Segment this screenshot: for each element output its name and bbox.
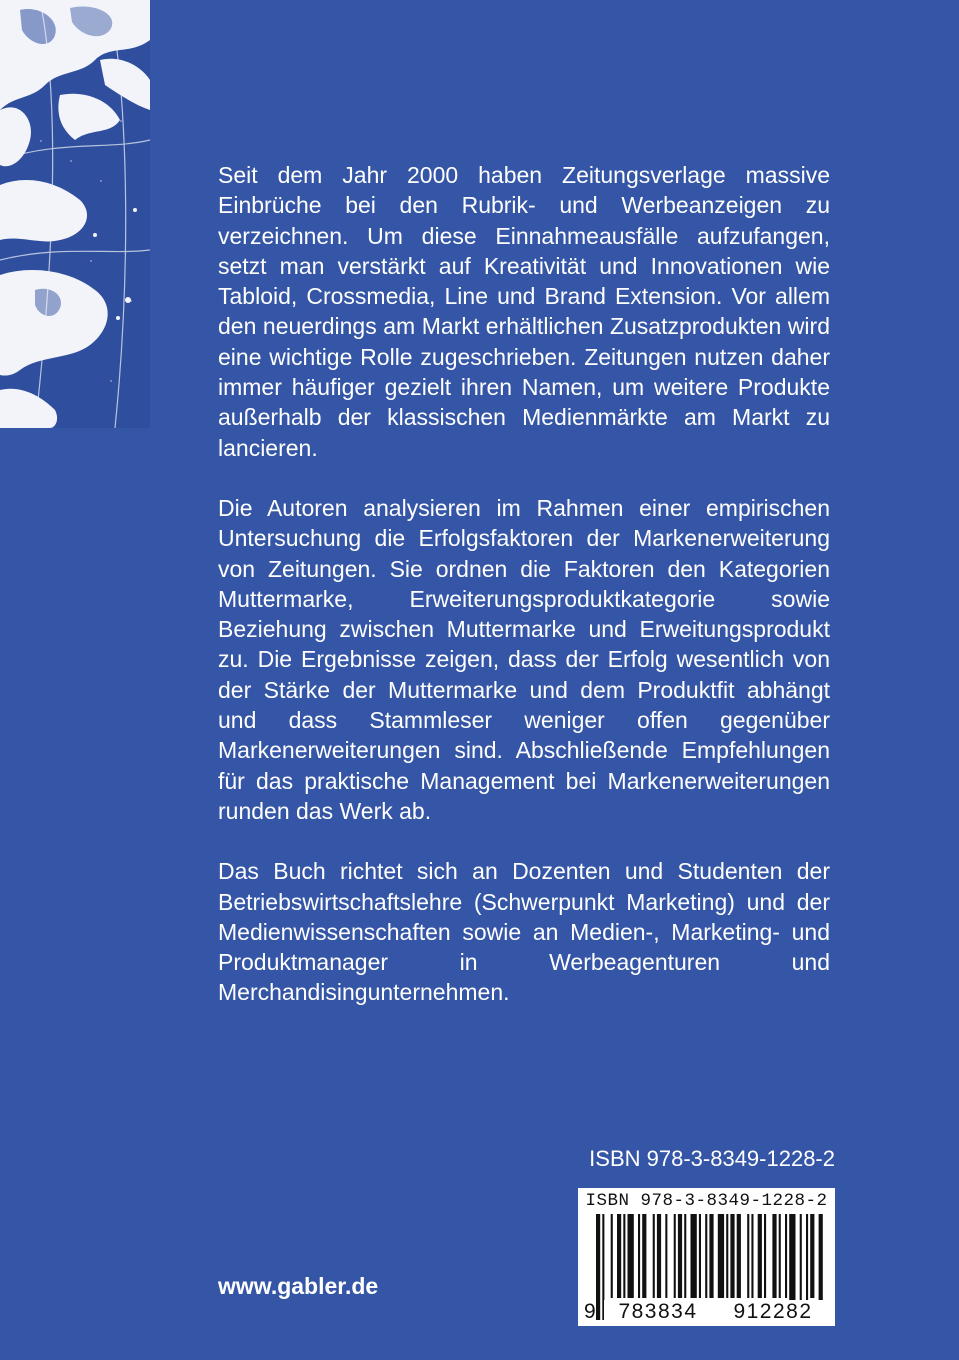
barcode-group-1: 783834 [604, 1300, 712, 1324]
barcode-bar [785, 1214, 787, 1298]
barcode-bar [747, 1214, 749, 1298]
book-description [218, 160, 830, 1008]
barcode-bar [772, 1214, 776, 1298]
barcode-bar [611, 1214, 613, 1298]
barcode-isbn-text: ISBN 978-3-8349-1228-2 [585, 1191, 828, 1211]
barcode-lead-digit: 9 [584, 1300, 596, 1323]
barcode-bar [628, 1214, 634, 1298]
barcode-bar [638, 1214, 640, 1298]
barcode-bar [665, 1214, 667, 1298]
barcode-bar [726, 1214, 728, 1298]
barcode-bar [617, 1214, 621, 1298]
description-paragraph-3: Das Buch richtet sich an Dozenten und Studenten der Betriebswirtschaftslehre (Schwerpunkt Marketing) und der Medienwissenschaften sowie an Medien-, Marketing- und Produktmanager in Werbeagenturen und Merchandisingunternehmen. [218, 858, 830, 1006]
barcode-bar [751, 1214, 753, 1298]
barcode-group-2: 912282 [719, 1300, 827, 1324]
barcode-bar [657, 1214, 661, 1298]
barcode-bar [764, 1214, 766, 1298]
barcode-bar [810, 1214, 814, 1298]
isbn-barcode [578, 1188, 835, 1326]
isbn-label: ISBN 978-3-8349-1228-2 [589, 1146, 835, 1171]
description-paragraph-2: Die Autoren analysieren im Rahmen einer empirischen Untersuchung die Erfolgsfaktoren der Markenerweiterung von Zeitungen. Sie ordnen die Faktoren den Kategorien Muttermarke, Erweiterungsproduktkategorie sowie Beziehung zwischen Muttermarke und Erweitungsprodukt zu. Die Ergebnisse zeigen, dass der Erfolg wesentlich von der Stärke der Muttermarke und dem Produktfit abhängt und dass Stammleser weniger offen gegenüber Markenerweiterungen sind. Abschließende Empfehlungen für das praktische Management bei Markenerweiterungen runden das Werk ab. [218, 494, 830, 824]
barcode-bar [730, 1214, 734, 1298]
barcode-bar [678, 1214, 682, 1298]
barcode-bar [623, 1214, 625, 1298]
barcode-bar [642, 1214, 646, 1298]
barcode-bar [691, 1214, 697, 1298]
barcode-bar [684, 1214, 686, 1298]
barcode-bar [737, 1214, 741, 1298]
barcode-bar [699, 1214, 701, 1298]
barcode-bar [709, 1214, 713, 1298]
barcode-bar [705, 1214, 707, 1298]
barcode-bar [653, 1214, 655, 1298]
description-paragraph-1: Seit dem Jahr 2000 haben Zeitungsverlage massive Einbrüche bei den Rubrik- und Werbeanzeigen zu verzeichnen. Um diese Einnahmeausfälle aufzufangen, setzt man verstärkt auf Kreativität und Innovationen wie Tabloid, Crossmedia, Line und Brand Extension. Vor allem den neuerdings am Markt erhältlichen Zusatzprodukten wird eine wichtige Rolle zugeschrieben. Zeitungen nutzen daher immer häufiger gezielt ihren Namen, um weitere Produkte außerhalb der klassischen Medienmärkte am Markt zu lancieren. [218, 162, 830, 461]
barcode-bar [758, 1214, 762, 1298]
barcode-bar [596, 1214, 600, 1320]
publisher-website[interactable]: www.gabler.de [218, 1273, 379, 1299]
globe-image [0, 0, 150, 428]
barcode-bar [674, 1214, 676, 1298]
barcode-bar [779, 1214, 781, 1298]
barcode-bar [718, 1214, 724, 1298]
